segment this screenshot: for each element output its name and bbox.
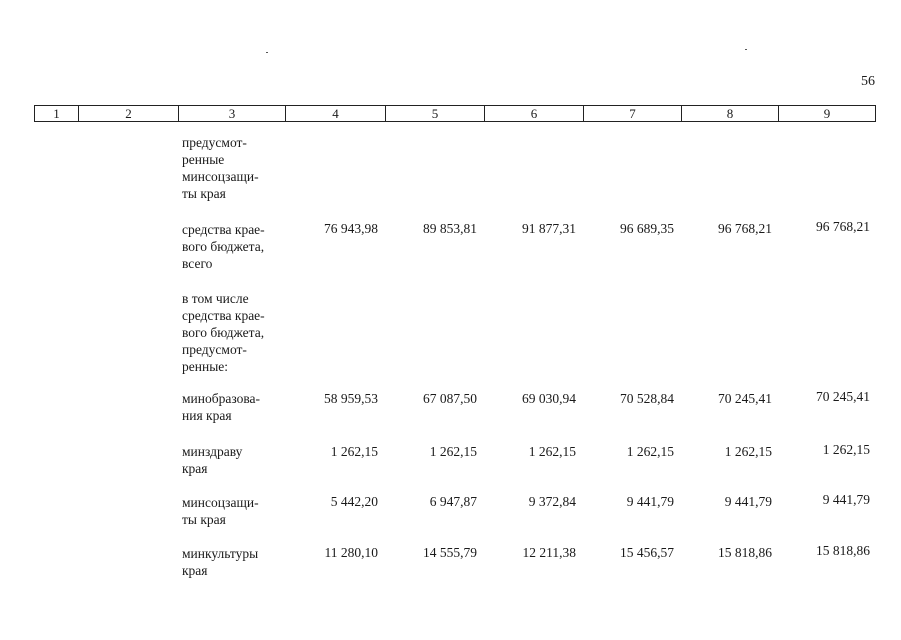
value-cell: 15 818,86 xyxy=(816,543,870,558)
value-cell: 70 245,41 xyxy=(816,389,870,404)
value-cell: 67 087,50 xyxy=(423,391,477,406)
value-cell: 70 528,84 xyxy=(620,391,674,406)
header-cell-9: 9 xyxy=(778,105,876,122)
page-number: 56 xyxy=(861,74,875,89)
header-cell-6: 6 xyxy=(484,105,584,122)
value-cell: 76 943,98 xyxy=(324,221,378,236)
value-cell: 96 689,35 xyxy=(620,221,674,236)
row-label: минобразова- ния края xyxy=(182,391,261,423)
value-cell: 6 947,87 xyxy=(429,494,477,509)
value-cell: 14 555,79 xyxy=(423,545,477,560)
header-cell-8: 8 xyxy=(681,105,779,122)
row-label: в том числе средства крае- вого бюджета, предусмот- ренные: xyxy=(182,291,265,374)
value-cell: 1 262,15 xyxy=(626,444,674,459)
header-cell-2: 2 xyxy=(78,105,179,122)
value-cell: 89 853,81 xyxy=(423,221,477,236)
value-cell: 1 262,15 xyxy=(822,442,870,457)
value-cell: 15 456,57 xyxy=(620,545,674,560)
value-cell: 9 441,79 xyxy=(724,494,772,509)
value-cell: 9 441,79 xyxy=(822,492,870,507)
value-cell: 15 818,86 xyxy=(718,545,772,560)
header-cell-7: 7 xyxy=(583,105,682,122)
row-label: предусмот- ренные минсоцзащи- ты края xyxy=(182,135,259,201)
value-cell: 70 245,41 xyxy=(718,391,772,406)
row-label: минсоцзащи- ты края xyxy=(182,495,259,527)
value-cell: 9 441,79 xyxy=(626,494,674,509)
header-cell-3: 3 xyxy=(178,105,286,122)
scan-speck xyxy=(266,52,268,53)
value-cell: 12 211,38 xyxy=(522,545,576,560)
value-cell: 69 030,94 xyxy=(522,391,576,406)
row-label: минкультуры края xyxy=(182,546,259,578)
value-cell: 1 262,15 xyxy=(528,444,576,459)
value-cell: 11 280,10 xyxy=(324,545,378,560)
value-cell: 1 262,15 xyxy=(724,444,772,459)
value-cell: 96 768,21 xyxy=(718,221,772,236)
header-cell-4: 4 xyxy=(285,105,386,122)
value-cell: 91 877,31 xyxy=(522,221,576,236)
row-label: минздраву края xyxy=(182,444,243,476)
value-cell: 9 372,84 xyxy=(528,494,576,509)
scan-speck xyxy=(745,49,747,50)
header-cell-5: 5 xyxy=(385,105,485,122)
column-number-header-row xyxy=(34,105,876,123)
header-cell-1: 1 xyxy=(34,105,79,122)
value-cell: 96 768,21 xyxy=(816,219,870,234)
value-cell: 58 959,53 xyxy=(324,391,378,406)
value-cell: 5 442,20 xyxy=(330,494,378,509)
row-label: средства крае- вого бюджета, всего xyxy=(182,222,265,271)
value-cell: 1 262,15 xyxy=(429,444,477,459)
value-cell: 1 262,15 xyxy=(330,444,378,459)
